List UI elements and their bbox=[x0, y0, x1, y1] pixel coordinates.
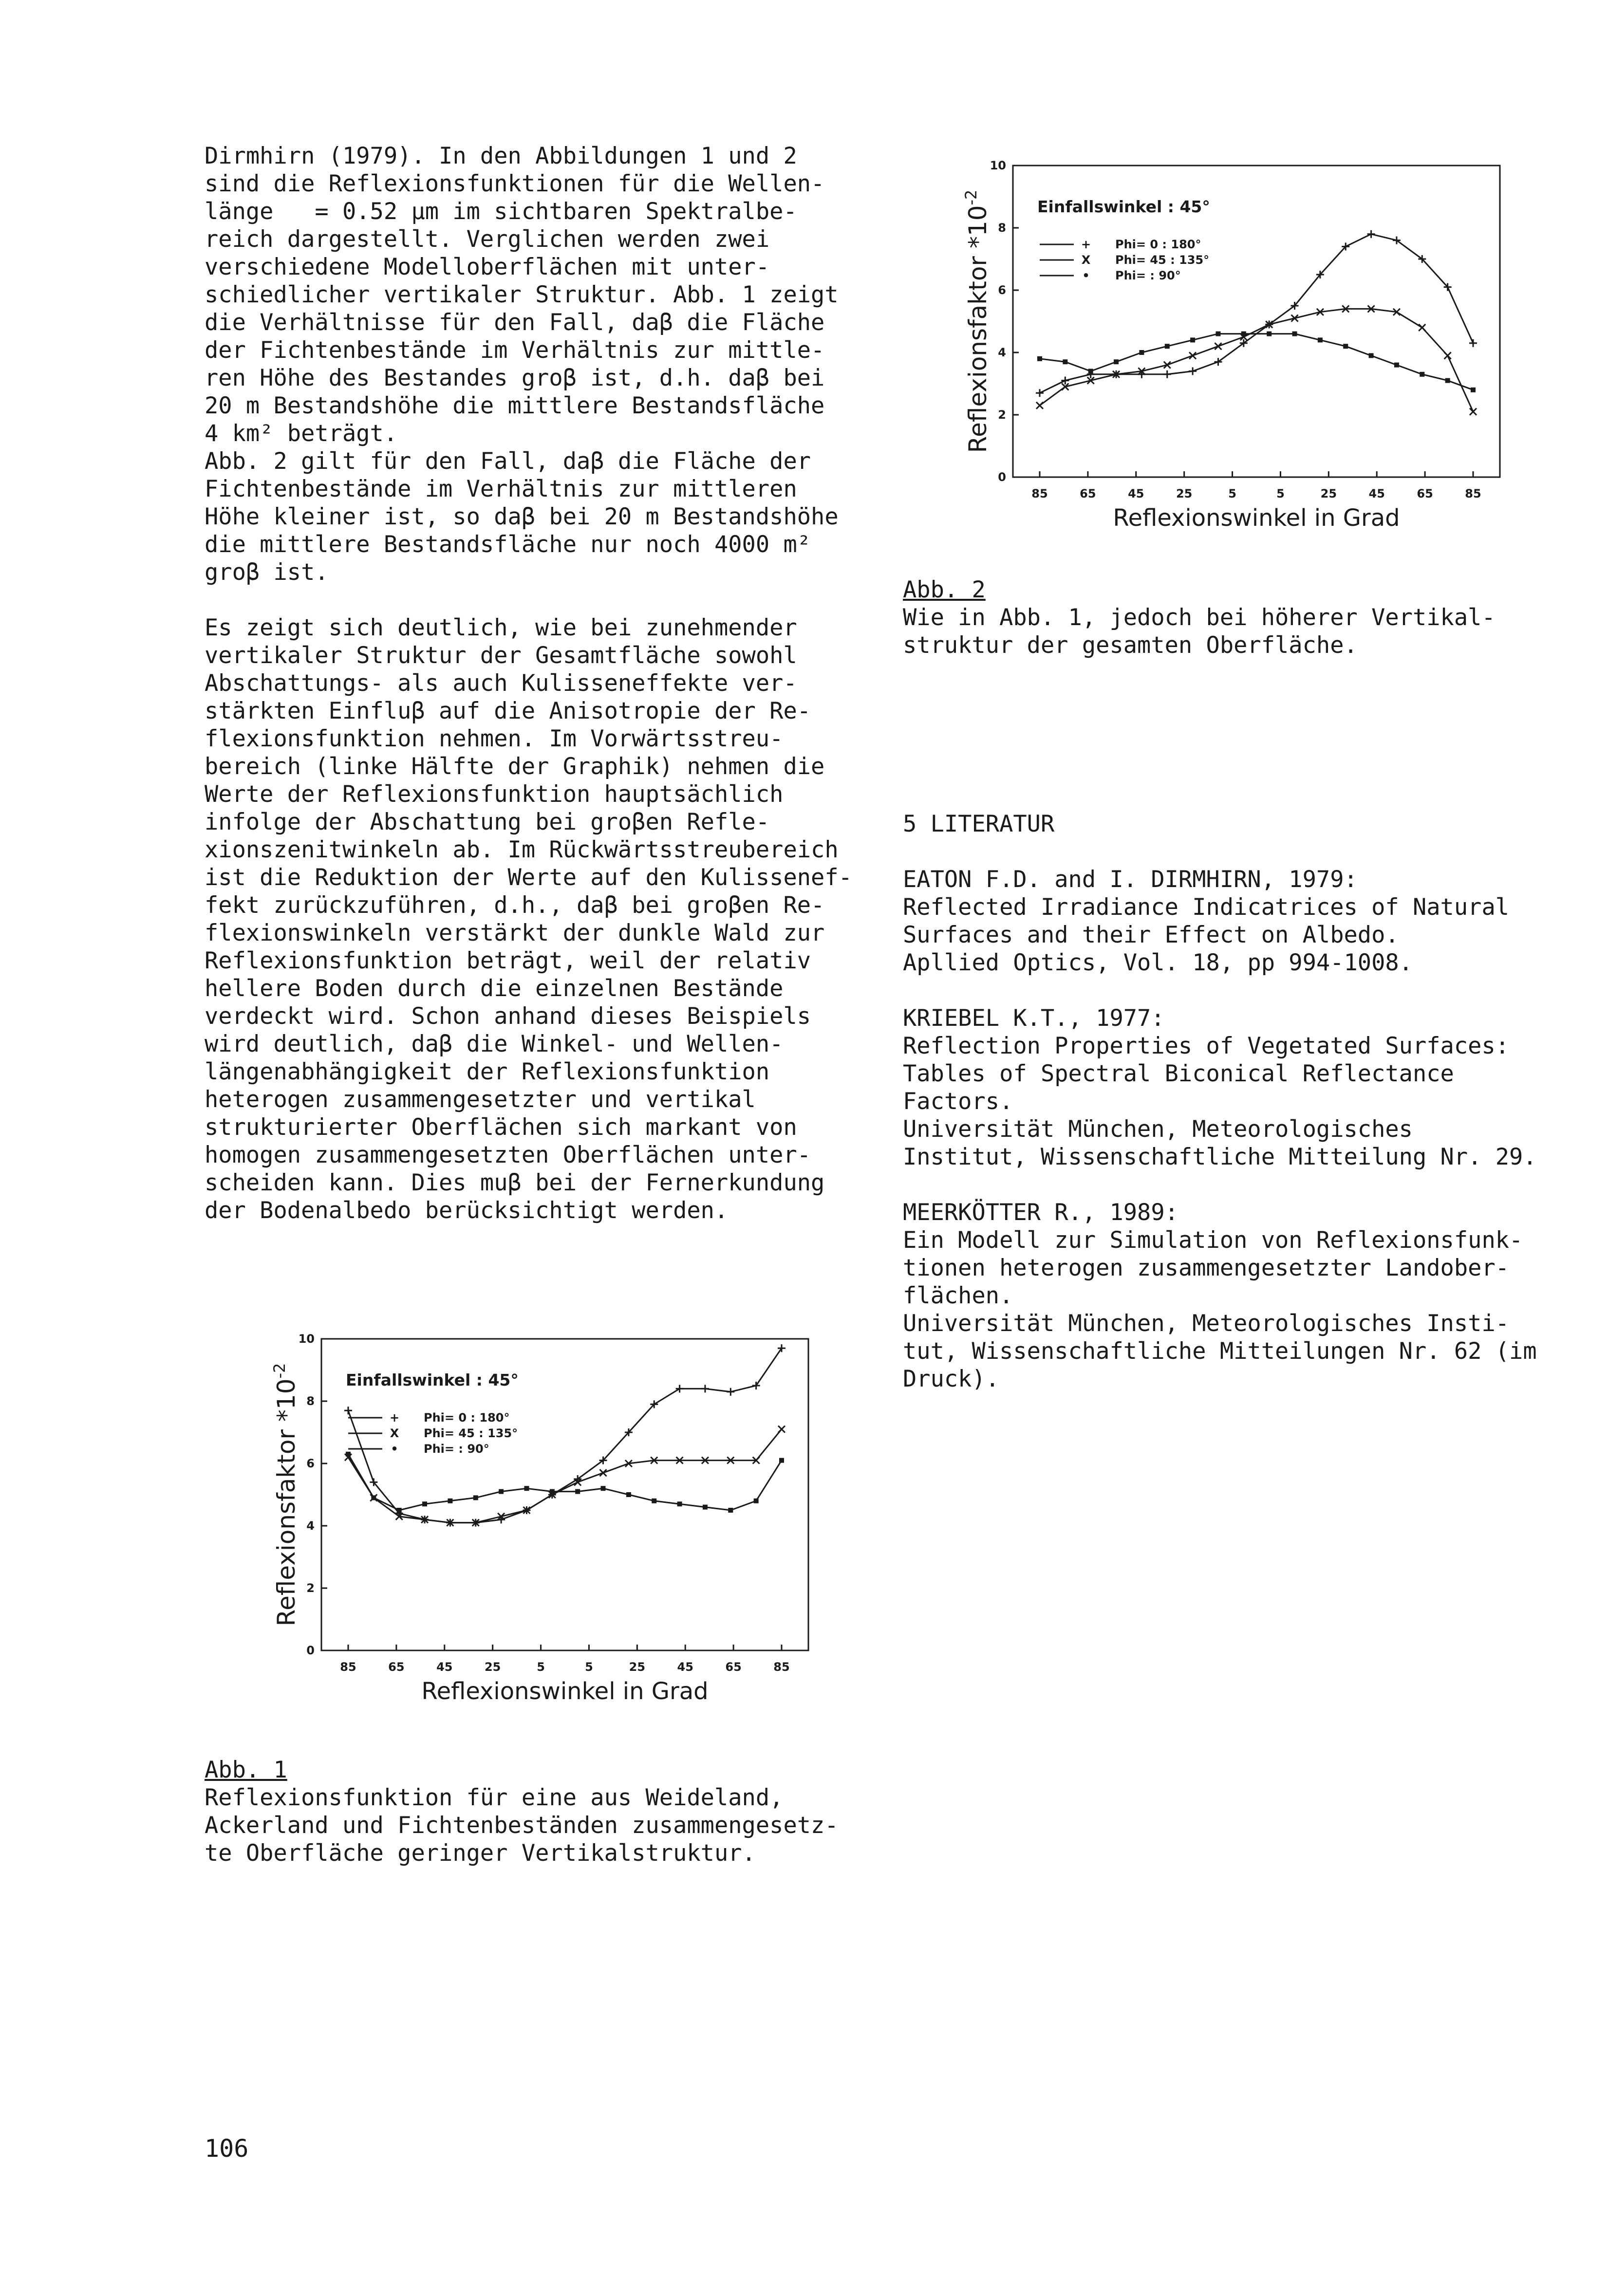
data-point bbox=[728, 1508, 733, 1513]
body-text-line: 20 m Bestandshöhe die mittlere Bestandsfläche bbox=[205, 392, 825, 419]
data-point bbox=[1444, 352, 1451, 359]
legend-label: Phi= : 90° bbox=[1115, 269, 1181, 282]
body-text-line: der Bodenalbedo berücksichtigt werden. bbox=[205, 1197, 729, 1224]
body-text-line: Abb. 2 gilt für den Fall, daβ die Fläche der bbox=[205, 448, 811, 475]
data-point bbox=[626, 1492, 631, 1497]
page-number: 106 bbox=[205, 2134, 249, 2163]
body-text-line: hellere Boden durch die einzelnen Bestände bbox=[205, 975, 784, 1002]
body-text-line: Abschattungs- als auch Kulisseneffekte ver- bbox=[205, 670, 797, 697]
data-point bbox=[473, 1495, 478, 1500]
body-text-line: Dirmhirn (1979). In den Abbildungen 1 und 2 bbox=[205, 143, 797, 169]
caption-text-line: Ackerland und Fichtenbeständen zusammengesetz- bbox=[205, 1812, 839, 1839]
reference-line: Factors. bbox=[903, 1088, 1013, 1115]
literature-heading: 5 LITERATUR bbox=[903, 811, 1055, 837]
body-text-line: längenabhängigkeit der Reflexionsfunktion bbox=[205, 1058, 770, 1085]
body-text-line: Fichtenbestände im Verhältnis zur mittleren bbox=[205, 476, 797, 502]
reference-line: Reflected Irradiance Indicatrices of Natural bbox=[903, 894, 1510, 921]
caption-text-line: struktur der gesamten Oberfläche. bbox=[903, 632, 1358, 659]
body-text-line: ist die Reduktion der Werte auf den Kulissenef- bbox=[205, 864, 852, 891]
data-point bbox=[1114, 359, 1119, 364]
data-point bbox=[778, 1426, 785, 1433]
data-point bbox=[422, 1501, 427, 1506]
body-text-line: strukturierter Oberflächen sich markant von bbox=[205, 1114, 797, 1141]
data-point bbox=[677, 1501, 682, 1506]
body-text-line: der Fichtenbestände im Verhältnis zur mittle- bbox=[205, 337, 825, 364]
data-point bbox=[1471, 388, 1476, 392]
data-point bbox=[601, 1486, 606, 1491]
y-axis-label-text: Reflexionsfaktor *10 bbox=[964, 205, 992, 453]
reference-line: MEERKÖTTER R., 1989: bbox=[903, 1199, 1178, 1226]
x-tick-label: 45 bbox=[1128, 487, 1144, 500]
y-tick-label: 2 bbox=[306, 1581, 315, 1595]
reference-line: Surfaces and their Effect on Albedo. bbox=[903, 922, 1399, 948]
data-point bbox=[1445, 378, 1450, 383]
data-point bbox=[371, 1495, 376, 1500]
body-text-line: Höhe kleiner ist, so daβ bei 20 m Bestandshöhe bbox=[205, 503, 839, 530]
body-text-line: heterogen zusammengesetzter und vertikal bbox=[205, 1086, 756, 1113]
x-axis-label: Reflexionswinkel in Grad bbox=[421, 1678, 709, 1705]
series-line bbox=[348, 1454, 782, 1510]
data-point bbox=[1318, 337, 1323, 342]
figure-2-caption bbox=[903, 576, 1496, 659]
data-point bbox=[1036, 402, 1043, 409]
reference-line: Druck). bbox=[903, 1366, 1000, 1392]
y-axis-label bbox=[270, 1363, 300, 1627]
y-tick-label: 10 bbox=[298, 1332, 315, 1346]
legend-label: Phi= 0 : 180° bbox=[424, 1411, 510, 1425]
data-point bbox=[1420, 372, 1424, 377]
body-text-line: sind die Reflexionsfunktionen für die Wellen- bbox=[205, 170, 825, 197]
y-axis-label-exponent: -2 bbox=[962, 189, 980, 205]
caption-text-line: Reflexionsfunktion für eine aus Weideland, bbox=[205, 1784, 784, 1811]
legend-label: Phi= 0 : 180° bbox=[1115, 238, 1201, 251]
caption-text-line: te Oberfläche geringer Vertikalstruktur. bbox=[205, 1840, 756, 1867]
legend-label: Phi= 45 : 135° bbox=[1115, 253, 1210, 267]
x-tick-label: 5 bbox=[1276, 487, 1285, 500]
reference-line: Ein Modell zur Simulation von Reflexionsfunk- bbox=[903, 1227, 1523, 1254]
literature-section bbox=[903, 810, 1537, 1393]
x-tick-label: 45 bbox=[677, 1660, 693, 1674]
x-tick-label: 65 bbox=[1080, 487, 1096, 500]
y-tick-label: 4 bbox=[306, 1519, 315, 1533]
body-text-line: flexionswinkeln verstärkt der dunkle Wald zur bbox=[205, 920, 825, 946]
figure-1-chart bbox=[195, 1319, 857, 1758]
data-point bbox=[1036, 389, 1044, 397]
series-line bbox=[1040, 309, 1473, 411]
data-point bbox=[1163, 370, 1171, 378]
x-tick-label: 65 bbox=[388, 1660, 405, 1674]
body-text-line: wird deutlich, daβ die Winkel- und Wellen- bbox=[205, 1031, 784, 1057]
data-point bbox=[1292, 332, 1297, 336]
series-line bbox=[1040, 334, 1473, 390]
legend-marker: X bbox=[1081, 253, 1091, 267]
reference-line: tionen heterogen zusammengesetzter Landober- bbox=[903, 1255, 1510, 1281]
reference-line: KRIEBEL K.T., 1977: bbox=[903, 1005, 1165, 1032]
body-text-line: bereich (linke Hälfte der Graphik) nehmen die bbox=[205, 753, 825, 780]
data-point bbox=[346, 1452, 351, 1457]
y-tick-label: 4 bbox=[998, 346, 1006, 359]
body-text-line: xionszenitwinkeln ab. Im Rückwärtsstreubereich bbox=[205, 836, 839, 863]
legend-marker: X bbox=[390, 1426, 399, 1440]
body-text-line: groβ ist. bbox=[205, 559, 329, 586]
legend-label: Phi= : 90° bbox=[424, 1442, 489, 1456]
data-point bbox=[575, 1489, 580, 1494]
data-point bbox=[1419, 324, 1425, 331]
x-tick-label: 85 bbox=[773, 1660, 790, 1674]
x-tick-label: 45 bbox=[436, 1660, 453, 1674]
data-point bbox=[1470, 408, 1477, 415]
y-tick-label: 6 bbox=[306, 1457, 315, 1470]
data-point bbox=[1369, 353, 1374, 358]
body-text-line: homogen zusammengesetzten Oberflächen unter- bbox=[205, 1142, 811, 1168]
body-text-line: reich dargestellt. Verglichen werden zwei bbox=[205, 226, 770, 253]
body-text-line: verdeckt wird. Schon anhand dieses Beispiels bbox=[205, 1003, 811, 1030]
data-point bbox=[448, 1499, 452, 1503]
caption-text-line: Wie in Abb. 1, jedoch bei höherer Vertikal- bbox=[903, 604, 1496, 631]
legend-marker: + bbox=[389, 1411, 400, 1425]
y-axis-label bbox=[962, 190, 992, 453]
x-tick-label: 45 bbox=[1368, 487, 1385, 500]
data-point bbox=[1215, 343, 1221, 350]
legend-marker: • bbox=[391, 1442, 398, 1456]
data-point bbox=[1139, 350, 1144, 355]
data-point bbox=[499, 1489, 504, 1494]
x-tick-label: 65 bbox=[725, 1660, 742, 1674]
body-text-line: 4 km² beträgt. bbox=[205, 420, 398, 447]
figure-1-caption-title: Abb. 1 bbox=[205, 1757, 287, 1783]
y-tick-label: 2 bbox=[998, 408, 1006, 422]
x-tick-label: 25 bbox=[1320, 487, 1337, 500]
body-text-line: länge = 0.52 µm im sichtbaren Spektralbe- bbox=[205, 198, 797, 225]
data-point bbox=[1343, 344, 1348, 349]
data-point bbox=[1267, 332, 1271, 336]
legend-marker: • bbox=[1082, 269, 1090, 282]
reference-line: tut, Wissenschaftliche Mitteilungen Nr. 62 (im bbox=[903, 1338, 1537, 1365]
incidence-angle-label: Einfallswinkel : 45° bbox=[1037, 197, 1210, 216]
legend-marker: + bbox=[1081, 238, 1091, 251]
data-point bbox=[703, 1505, 708, 1510]
x-tick-label: 5 bbox=[537, 1660, 545, 1674]
y-tick-label: 10 bbox=[990, 159, 1006, 172]
x-tick-label: 85 bbox=[1031, 487, 1048, 500]
x-tick-label: 5 bbox=[585, 1660, 593, 1674]
y-tick-label: 8 bbox=[306, 1394, 315, 1408]
x-tick-label: 25 bbox=[1176, 487, 1193, 500]
data-point bbox=[1190, 337, 1195, 342]
reference-line: flächen. bbox=[903, 1282, 1013, 1309]
figure-2-chart bbox=[886, 146, 1549, 584]
data-point bbox=[1469, 339, 1477, 347]
reference-line: Universität München, Meteorologisches Insti- bbox=[903, 1310, 1510, 1337]
y-tick-label: 0 bbox=[306, 1644, 315, 1657]
data-point bbox=[550, 1489, 555, 1494]
x-tick-label: 65 bbox=[1417, 487, 1433, 500]
body-text-line: die Verhältnisse für den Fall, daβ die Fläche bbox=[205, 309, 825, 336]
y-tick-label: 6 bbox=[998, 283, 1006, 297]
data-point bbox=[1063, 359, 1067, 364]
figure-2-caption-title: Abb. 2 bbox=[903, 576, 986, 603]
reference-line: EATON F.D. and I. DIRMHIRN, 1979: bbox=[903, 866, 1358, 893]
legend-label: Phi= 45 : 135° bbox=[424, 1426, 518, 1440]
body-text-line: infolge der Abschattung bei groβen Refle- bbox=[205, 809, 770, 835]
x-tick-label: 85 bbox=[340, 1660, 356, 1674]
body-text-line: Es zeigt sich deutlich, wie bei zunehmender bbox=[205, 614, 797, 641]
data-point bbox=[1189, 367, 1197, 375]
y-tick-label: 8 bbox=[998, 221, 1006, 235]
figure-1-caption bbox=[205, 1756, 839, 1867]
data-point bbox=[1189, 352, 1196, 359]
data-point bbox=[600, 1469, 607, 1476]
data-point bbox=[1241, 332, 1246, 336]
body-text-line: scheiden kann. Dies muβ bei der Fernerkundung bbox=[205, 1169, 825, 1196]
data-point bbox=[701, 1385, 709, 1392]
x-tick-label: 25 bbox=[484, 1660, 501, 1674]
reference-line: Reflection Properties of Vegetated Surfaces: bbox=[903, 1033, 1510, 1059]
body-text-line: fekt zurückzuführen, d.h., daβ bei groβen Re- bbox=[205, 892, 825, 919]
data-point bbox=[524, 1486, 529, 1491]
y-tick-label: 0 bbox=[998, 470, 1006, 484]
data-point bbox=[344, 1407, 352, 1414]
incidence-angle-label: Einfallswinkel : 45° bbox=[346, 1370, 519, 1389]
data-point bbox=[754, 1499, 759, 1503]
body-text-line: flexionsfunktion nehmen. Im Vorwärtsstreu- bbox=[205, 725, 784, 752]
body-text-line: stärkten Einfluβ auf die Anisotropie der Re- bbox=[205, 698, 811, 724]
data-point bbox=[1037, 356, 1042, 361]
x-tick-label: 25 bbox=[629, 1660, 646, 1674]
data-point bbox=[1088, 369, 1093, 373]
data-point bbox=[652, 1499, 656, 1503]
data-point bbox=[397, 1508, 402, 1513]
body-text-line: schiedlicher vertikaler Struktur. Abb. 1 zeigt bbox=[205, 281, 839, 308]
body-text-line: die mittlere Bestandsfläche nur noch 4000 m² bbox=[205, 531, 811, 558]
body-text-line: ren Höhe des Bestandes groβ ist, d.h. daβ bei bbox=[205, 365, 825, 391]
body-text-line: Werte der Reflexionsfunktion hauptsächlich bbox=[205, 781, 784, 808]
reference-line: Apllied Optics, Vol. 18, pp 994-1008. bbox=[903, 949, 1413, 976]
y-axis-label-exponent: -2 bbox=[270, 1363, 289, 1379]
body-text-line: Reflexionsfunktion beträgt, weil der relativ bbox=[205, 947, 811, 974]
data-point bbox=[779, 1458, 784, 1463]
x-tick-label: 85 bbox=[1465, 487, 1481, 500]
body-text-line: vertikaler Struktur der Gesamtfläche sowohl bbox=[205, 642, 797, 669]
data-point bbox=[1367, 230, 1375, 238]
data-point bbox=[676, 1385, 684, 1392]
body-text-line: verschiedene Modelloberflächen mit unter- bbox=[205, 254, 770, 280]
reference-line: Institut, Wissenschaftliche Mitteilung Nr. 29. bbox=[903, 1144, 1537, 1170]
y-axis-label-text: Reflexionsfaktor *10 bbox=[272, 1378, 300, 1627]
data-point bbox=[727, 1388, 734, 1396]
x-axis-label: Reflexionswinkel in Grad bbox=[1113, 504, 1400, 532]
body-text-column bbox=[205, 142, 852, 1224]
reference-line: Universität München, Meteorologisches bbox=[903, 1116, 1413, 1143]
x-tick-label: 5 bbox=[1228, 487, 1236, 500]
data-point bbox=[1165, 344, 1170, 349]
data-point bbox=[1394, 363, 1399, 368]
data-point bbox=[1215, 332, 1220, 336]
reference-line: Tables of Spectral Biconical Reflectance bbox=[903, 1060, 1454, 1087]
